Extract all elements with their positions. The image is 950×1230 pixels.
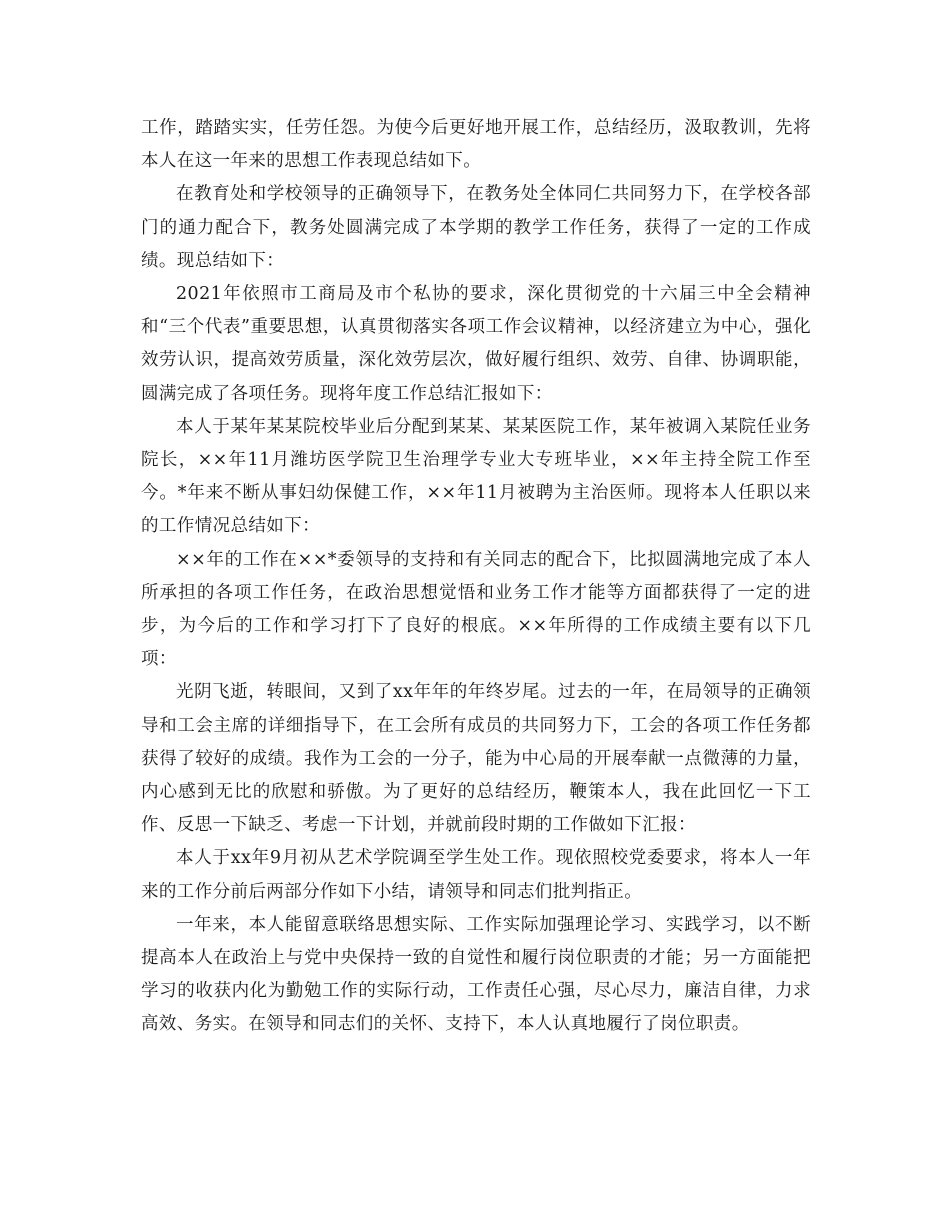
paragraph-education-office: 在教育处和学校领导的正确领导下，在教务处全体同仁共同努力下，在学校各部门的通力配合下，教务处圆满完成了本学期的教学工作任务，获得了一定的工作成绩。现总结如下： [141, 184, 811, 271]
paragraph-student-office: 本人于xx年9月初从艺术学院调至学生处工作。现依照校党委要求，将本人一年来的工作分前后两部分作如下小结，请领导和同志们批判指正。 [141, 848, 811, 902]
paragraph-study-duties: 一年来，本人能留意联络思想实际、工作实际加强理论学习、实践学习，以不断提高本人在政治上与党中央保持一致的自觉性和履行岗位职责的才能；另一方面能把学习的收获内化为勤勉工作的实际行动，工作责任心强，尽心尽力，廉洁自律，力求高效、务实。在领导和同志们的关怀、支持下，本人认真地履行了岗位职责。 [141, 914, 811, 1035]
paragraph-hospital-career: 本人于某年某某院校毕业后分配到某某、某某医院工作，某年被调入某院任业务院长，××年11月潍坊医学院卫生治理学专业大专班毕业，××年主持全院工作至今。*年来不断从事妇幼保健工作，××年11月被聘为主治医师。现将本人任职以来的工作情况总结如下： [141, 416, 811, 537]
paragraph-annual-work: ××年的工作在××*委领导的支持和有关同志的配合下，比拟圆满地完成了本人所承担的各项工作任务，在政治思想觉悟和业务工作才能等方面都获得了一定的进步，为今后的工作和学习打下了良好的根底。××年所得的工作成绩主要有以下几项： [141, 549, 811, 670]
paragraph-union-review: 光阴飞逝，转眼间，又到了xx年年的年终岁尾。过去的一年，在局领导的正确领导和工会主席的详细指导下，在工会所有成员的共同努力下，工会的各项工作任务都获得了较好的成绩。我作为工会的一分子，能为中心局的开展奉献一点微薄的力量，内心感到无比的欣慰和骄傲。为了更好的总结经历，鞭策本人，我在此回忆一下工作、反思一下缺乏、考虑一下计划，并就前段时期的工作做如下汇报： [141, 682, 811, 836]
document-body [141, 112, 811, 1042]
paragraph-2021-commerce: 2021年依照市工商局及市个私协的要求，深化贯彻党的十六届三中全会精神和“三个代表”重要思想，认真贯彻落实各项工作会议精神，以经济建立为中心，强化效劳认识，提高效劳质量，深化效劳层次，做好履行组织、效劳、自律、协调职能，圆满完成了各项任务。现将年度工作总结汇报如下： [141, 284, 811, 404]
paragraph-continuation: 工作，踏踏实实，任劳任怨。为使今后更好地开展工作，总结经历，汲取教训，先将本人在这一年来的思想工作表现总结如下。 [141, 118, 811, 172]
